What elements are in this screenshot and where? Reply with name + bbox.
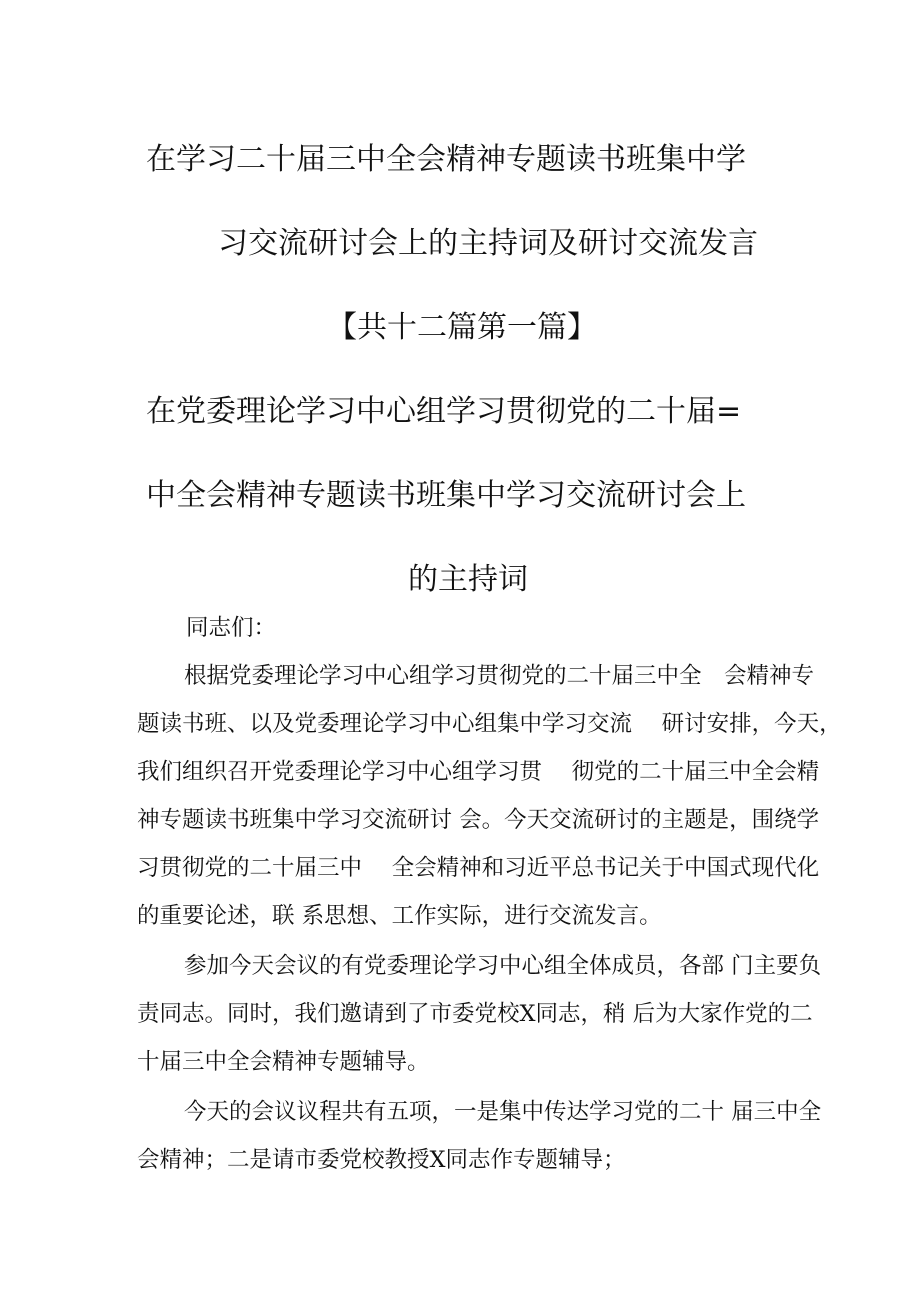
paragraph-1-line-6: 的重要论述，联 系思想、工作实际，进行交流发言。 — [137, 903, 662, 929]
paragraph-1-line-3: 我们组织召开党委理论学习中心组学习贯 彻党的二十届三中全会精 — [137, 759, 820, 785]
paragraph-2-line-1: 参加今天会议的有党委理论学习中心组全体成员，各部 门主要负 — [184, 953, 822, 979]
paragraph-2-line-2: 责同志。同时，我们邀请到了市委党校X同志，稍 后为大家作党的二 — [137, 1001, 813, 1027]
paragraph-1-line-1: 根据党委理论学习中心组学习贯彻党的二十届三中全 会精神专 — [184, 663, 815, 689]
paragraph-1-line-5: 习贯彻党的二十届三中 全会精神和习近平总书记关于中国式现代化 — [137, 855, 820, 881]
document-title-line-2: 习交流研讨会上的主持词及研讨交流发言 — [218, 226, 758, 261]
subtitle-line-3: 的主持词 — [408, 562, 528, 597]
paragraph-1-line-4: 神专题读书班集中学习交流研讨 会。今天交流研讨的主题是，围绕学 — [137, 807, 820, 833]
subtitle-line-2: 中全会精神专题读书班集中学习交流研讨会上 — [146, 478, 746, 513]
salutation: 同志们： — [186, 615, 277, 641]
paragraph-3-line-1: 今天的会议议程共有五项，一是集中传达学习党的二十 届三中全 — [184, 1099, 822, 1125]
document-title-line-3: 【共十二篇第一篇】 — [327, 310, 597, 345]
paragraph-1-line-2: 题读书班、以及党委理论学习中心组集中学习交流 研讨安排，今天， — [137, 711, 842, 737]
paragraph-2-line-3: 十届三中全会精神专题辅导。 — [137, 1049, 430, 1075]
paragraph-3-line-2: 会精神；二是请市委党校教授X同志作专题辅导； — [137, 1147, 626, 1173]
subtitle-line-1: 在党委理论学习中心组学习贯彻党的二十届= — [146, 394, 742, 429]
document-title-line-1: 在学习二十届三中全会精神专题读书班集中学 — [146, 142, 746, 177]
